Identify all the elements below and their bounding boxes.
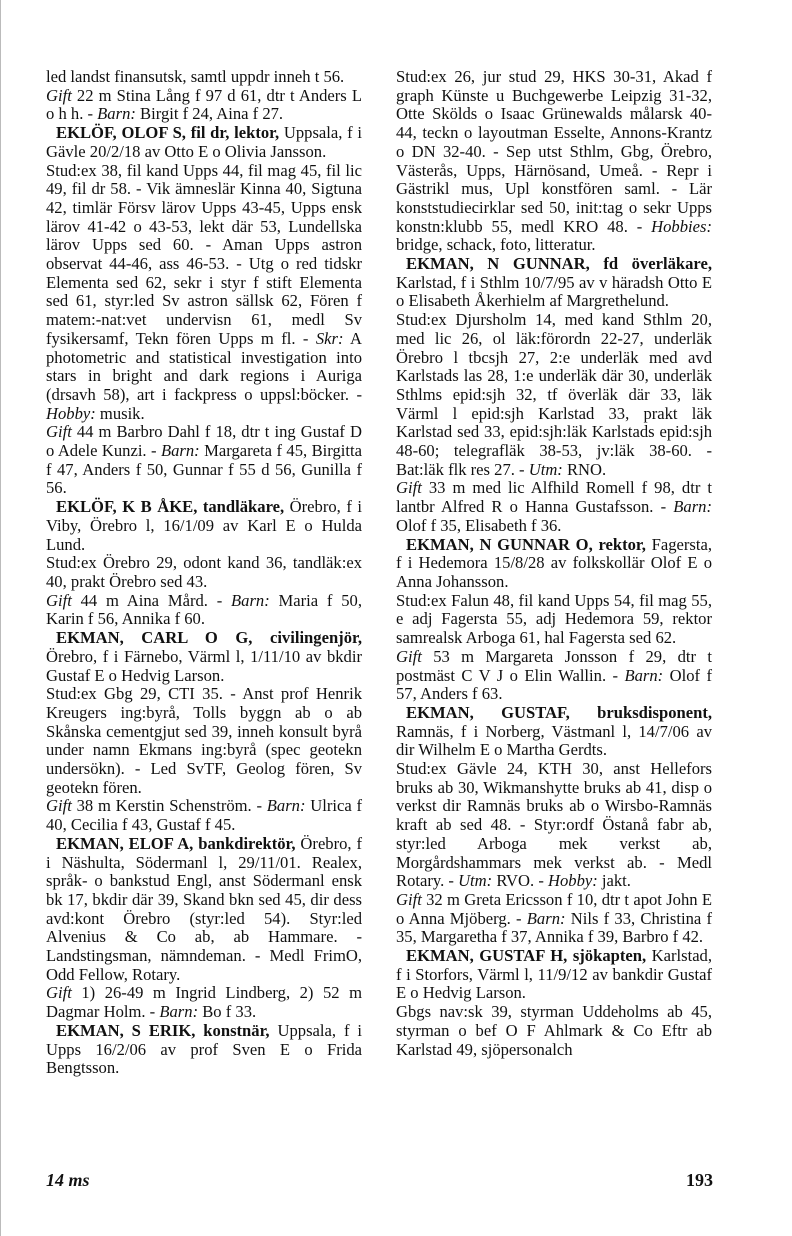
text-run: A photometric and statistical investigation into stars in bright and dark regions i Auriga (drsavh 58), art i fackpress o uppsl:böcker. - (46, 328, 363, 404)
entry-heading-paragraph (46, 124, 362, 161)
text-run: Uppsala, f i Upps 16/2/06 av prof Sven E o Frida Bengtsson. (46, 1020, 363, 1078)
text-run: Nils f 33, Christina f 35, Margaretha f 37, Annika f 39, Barbro f 42. (396, 908, 712, 947)
field-label: Barn: (231, 590, 270, 610)
left-column (46, 68, 362, 1078)
field-label: Gift (396, 646, 422, 666)
biography-entry (396, 255, 712, 536)
text-run: 22 m Stina Lång f 97 d 61, dtr t Anders L o h h. - (46, 85, 362, 124)
entry-paragraph (46, 87, 362, 124)
entry-heading-paragraph (46, 68, 362, 87)
biography-entry (46, 629, 362, 835)
text-run: Olof f 57, Anders f 63. (396, 665, 712, 704)
text-run: 33 m med lic Alfhild Romell f 98, dtr t lantbr Alfred R o Hanna Gustafsson. - (396, 478, 712, 517)
entry-heading-paragraph (396, 947, 712, 1003)
text-run: Olof f 35, Elisabeth f 36. (396, 515, 562, 535)
field-label: Gift (46, 85, 72, 105)
entry-paragraph (396, 311, 712, 479)
person-name: EKMAN, GUSTAF H, sjökapten, (406, 946, 647, 966)
text-run: Birgit f 24, Aina f 27. (135, 104, 284, 124)
field-label: Barn: (624, 665, 664, 685)
text-run: Karlstad, f i Storfors, Värml l, 11/9/12 av bankdir Gustaf E o Hedvig Larson. (396, 946, 713, 1003)
entry-paragraph (46, 162, 362, 424)
text-run: jakt. (597, 871, 631, 891)
text-run: musik. (95, 403, 145, 423)
field-label: Hobby: (46, 403, 96, 423)
field-label: Gift (46, 796, 72, 816)
text-run: Gbgs nav:sk 39, styrman Uddeholms ab 45, styrman o bef O F Ahlmark & Co Eftr ab Karlstad 49, sjöpersonalch (396, 1002, 712, 1059)
text-run: 1) 26-49 m Ingrid Lindberg, 2) 52 m Dagmar Holm. - (46, 983, 362, 1022)
field-label: Gift (396, 889, 422, 909)
entry-heading-paragraph (46, 1022, 362, 1078)
entry-heading-paragraph (396, 704, 712, 760)
entry-paragraph (396, 592, 712, 648)
field-label: Gift (46, 983, 72, 1003)
field-label: Skr: (315, 328, 344, 348)
field-label: Barn: (159, 1002, 199, 1022)
biography-entry (46, 498, 362, 629)
text-run: 32 m Greta Ericsson f 10, dtr t apot John E o Anna Mjöberg. - (396, 889, 712, 928)
field-label: Barn: (266, 796, 306, 816)
entry-paragraph (396, 891, 712, 947)
entry-heading-paragraph (46, 835, 362, 985)
text-run: Fagersta, f i Hedemora 15/8/28 av folkskollär Olof E o Anna Johansson. (396, 534, 712, 591)
person-name: EKMAN, ELOF A, bankdirektör, (56, 833, 296, 853)
entry-paragraph (46, 592, 362, 629)
field-label: Hobbies: (651, 216, 712, 236)
biography-entry (46, 1022, 362, 1078)
text-run: Stud:ex Gbg 29, CTI 35. - Anst prof Henrik Kreugers ing:byrå, Tolls byggn ab o ab Skånska cementgjut sed 39, inneh konsult byrå under namn Ekmans ing:byrå (spec geotekn undersökn). - Led SvTF, Geolog fören, Sv geotekn fören. (46, 684, 362, 797)
text-run: Margareta f 45, Birgitta f 47, Anders f 50, Gunnar f 55 d 56, Gunilla f 56. (46, 441, 362, 498)
field-label: Barn: (526, 908, 566, 928)
text-run: Uppsala, f i Gävle 20/2/18 av Otto E o Olivia Jansson. (46, 123, 362, 161)
page-number: 193 (686, 1170, 713, 1190)
entry-paragraph (396, 479, 712, 535)
entry-heading-paragraph (46, 498, 362, 554)
entry-heading-paragraph (396, 255, 712, 311)
text-run: Karlstad, f i Sthlm 10/7/95 av v häradsh Otto E o Elisabeth Åkerhielm af Margrethelund. (396, 272, 712, 311)
text-run: Maria f 50, Karin f 56, Annika f 60. (46, 590, 362, 629)
entry-paragraph (396, 648, 712, 704)
biography-entry (396, 704, 712, 947)
entry-paragraph (396, 760, 712, 891)
text-run: Örebro, f i Viby, Örebro l, 16/1/09 av Karl E o Hulda Lund. (46, 497, 362, 554)
person-name: EKMAN, N GUNNAR O, rektor, (406, 534, 646, 554)
biography-entry (46, 68, 362, 124)
text-run: led landst finansutsk, samtl uppdr inneh t 56. (46, 67, 345, 86)
entry-paragraph (396, 1003, 712, 1059)
biography-entry (396, 68, 712, 255)
person-name: EKLÖF, K B ÅKE, tandläkare, (56, 497, 285, 517)
biography-entry (46, 835, 362, 1022)
text-run: Stud:ex Örebro 29, odont kand 36, tandläk:ex 40, prakt Örebro sed 43. (46, 553, 362, 591)
text-run: bridge, schack, foto, litteratur. (396, 235, 596, 255)
text-run: Bo f 33. (198, 1002, 257, 1022)
text-run: Örebro, f i Färnebo, Värml l, 1/11/10 av bkdir Gustaf E o Hedvig Larson. (46, 646, 362, 685)
person-name: EKMAN, N GUNNAR, fd överläkare, (406, 254, 712, 274)
entry-paragraph (46, 423, 362, 498)
field-label: Barn: (673, 497, 712, 517)
entry-paragraph (46, 554, 362, 591)
entry-heading-paragraph (46, 629, 362, 685)
entry-heading-paragraph (396, 68, 712, 255)
biography-entry (46, 124, 362, 498)
person-name: EKMAN, S ERIK, konstnär, (56, 1020, 270, 1040)
text-run: 44 m Aina Mård. - (71, 590, 232, 610)
text-run: Stud:ex Gävle 24, KTH 30, anst Hellefors bruks ab 30, Wikmanshytte bruks ab 41, disp o verkst dir Ramnäs bruks ab o Wirsbo-Ramnäs kraft ab sed 48. - Styr:ordf Östanå fabr ab, styr:led Arboga mek verkst ab, Morgårdshammars mek verkst ab. - Medl Rotary. - (396, 759, 712, 891)
entry-paragraph (46, 797, 362, 834)
field-label: Gift (396, 478, 422, 498)
text-run: RNO. (562, 459, 607, 479)
text-run: Ulrica f 40, Cecilia f 43, Gustaf f 45. (46, 796, 362, 835)
text-run: Ramnäs, f i Norberg, Västmanl l, 14/7/06 av dir Wilhelm E o Martha Gerdts. (396, 721, 712, 760)
field-label: Utm: (458, 871, 493, 891)
text-run: 53 m Margareta Jonsson f 29, dtr t postmäst C V J o Elin Wallin. - (396, 646, 712, 685)
person-name: EKMAN, GUSTAF, bruksdisponent, (406, 702, 712, 722)
entry-heading-paragraph (396, 536, 712, 592)
text-run: Stud:ex 26, jur stud 29, HKS 30-31, Akad f graph Künste u Buchgewerbe Leipzig 31-32, Otte Skölds o Isaac Grünewalds målarsk 40-44, teckn o layoutman Esselte, Annons-Krantz o DN 32-40. - Sep utst Sthlm, Gbg, Örebro, Västerås, Upps, Härnösand, Umeå. - Repr i Gästrikl mus, Upl konstfören saml. - Lär konststudiecirklar sed 50, init:tag o sekr Upps konstn:klubb 55, medl KRO 48. - (396, 67, 712, 236)
person-name: EKMAN, CARL O G, civilingenjör, (56, 628, 362, 648)
text-run: Stud:ex 38, fil kand Upps 44, fil mag 45, fil lic 49, fil dr 58. - Vik ämneslär Kinna 40, Sigtuna 42, timlär Försv lärov Upps 43-45, Upps ensk lärov 41-42 o 43-53, lekt där 53, Lundellska lärov Upps sed 60. - Aman Upps astron observat 44-46, ass 46-53. - Utg o red tidskr Elementa sed 62, sekr i styr f stift Elementa sed 61, styr:led Sv astron sällsk 62, Fören f matem:-nat:vet undervisn 61, medl Sv fysikersamf, Tekn fören Upps m fl. - (46, 160, 362, 348)
text-run: RVO. - (492, 871, 548, 891)
field-label: Utm: (528, 459, 563, 479)
text-run: Stud:ex Djursholm 14, med kand Sthlm 20, med lic 26, ol läk:förordn 22-27, underläk Örebro l tbcsjh 27, 2:e underläk med avd Karlstads las 28, 1:e underläk där 30, underläk Sthlms epid:sjh 32, tf överläk där 33, läk Värml l epid:sjh Karlstad 33, prakt läk Karlstad sed 33, epid:sjh:läk Karlstads epid:sjh 48-60; telegrafläk 38-53, jv:läk 38-60. - Bat:läk flk res 27. - (396, 310, 712, 479)
right-column (396, 68, 712, 1059)
text-run: 44 m Barbro Dahl f 18, dtr t ing Gustaf D o Adele Kunzi. - (46, 422, 362, 461)
biography-entry (396, 947, 712, 1059)
field-label: Barn: (160, 441, 200, 461)
field-label: Hobby: (548, 871, 598, 891)
page-edge (0, 0, 1, 1236)
field-label: Gift (46, 590, 72, 610)
signature-mark: 14 ms (46, 1170, 90, 1190)
text-run: Örebro, f i Näshulta, Södermanl l, 29/11/01. Realex, språk- o bankstud Engl, anst Södermanl ensk bk 17, bkdir där 39, Skand bkn sed 45, dir dess avd:kont Örebro (styr:led 54). Styr:led Alvenius & Co ab, ab Hammare. - Landstingsman, nämndeman. - Medl FrimO, Odd Fellow, Rotary. (46, 833, 362, 984)
field-label: Barn: (97, 104, 136, 124)
entry-paragraph (46, 685, 362, 797)
text-run: Stud:ex Falun 48, fil kand Upps 54, fil mag 55, e adj Fagersta 55, adj Hedemora 59, rektor samrealsk Arboga 61, hal Fagersta sed 62. (396, 590, 712, 648)
biography-entry (396, 536, 712, 704)
entry-paragraph (46, 984, 362, 1021)
field-label: Gift (46, 422, 72, 442)
text-run: 38 m Kerstin Schenström. - (71, 796, 267, 816)
person-name: EKLÖF, OLOF S, fil dr, lektor, (56, 123, 280, 143)
